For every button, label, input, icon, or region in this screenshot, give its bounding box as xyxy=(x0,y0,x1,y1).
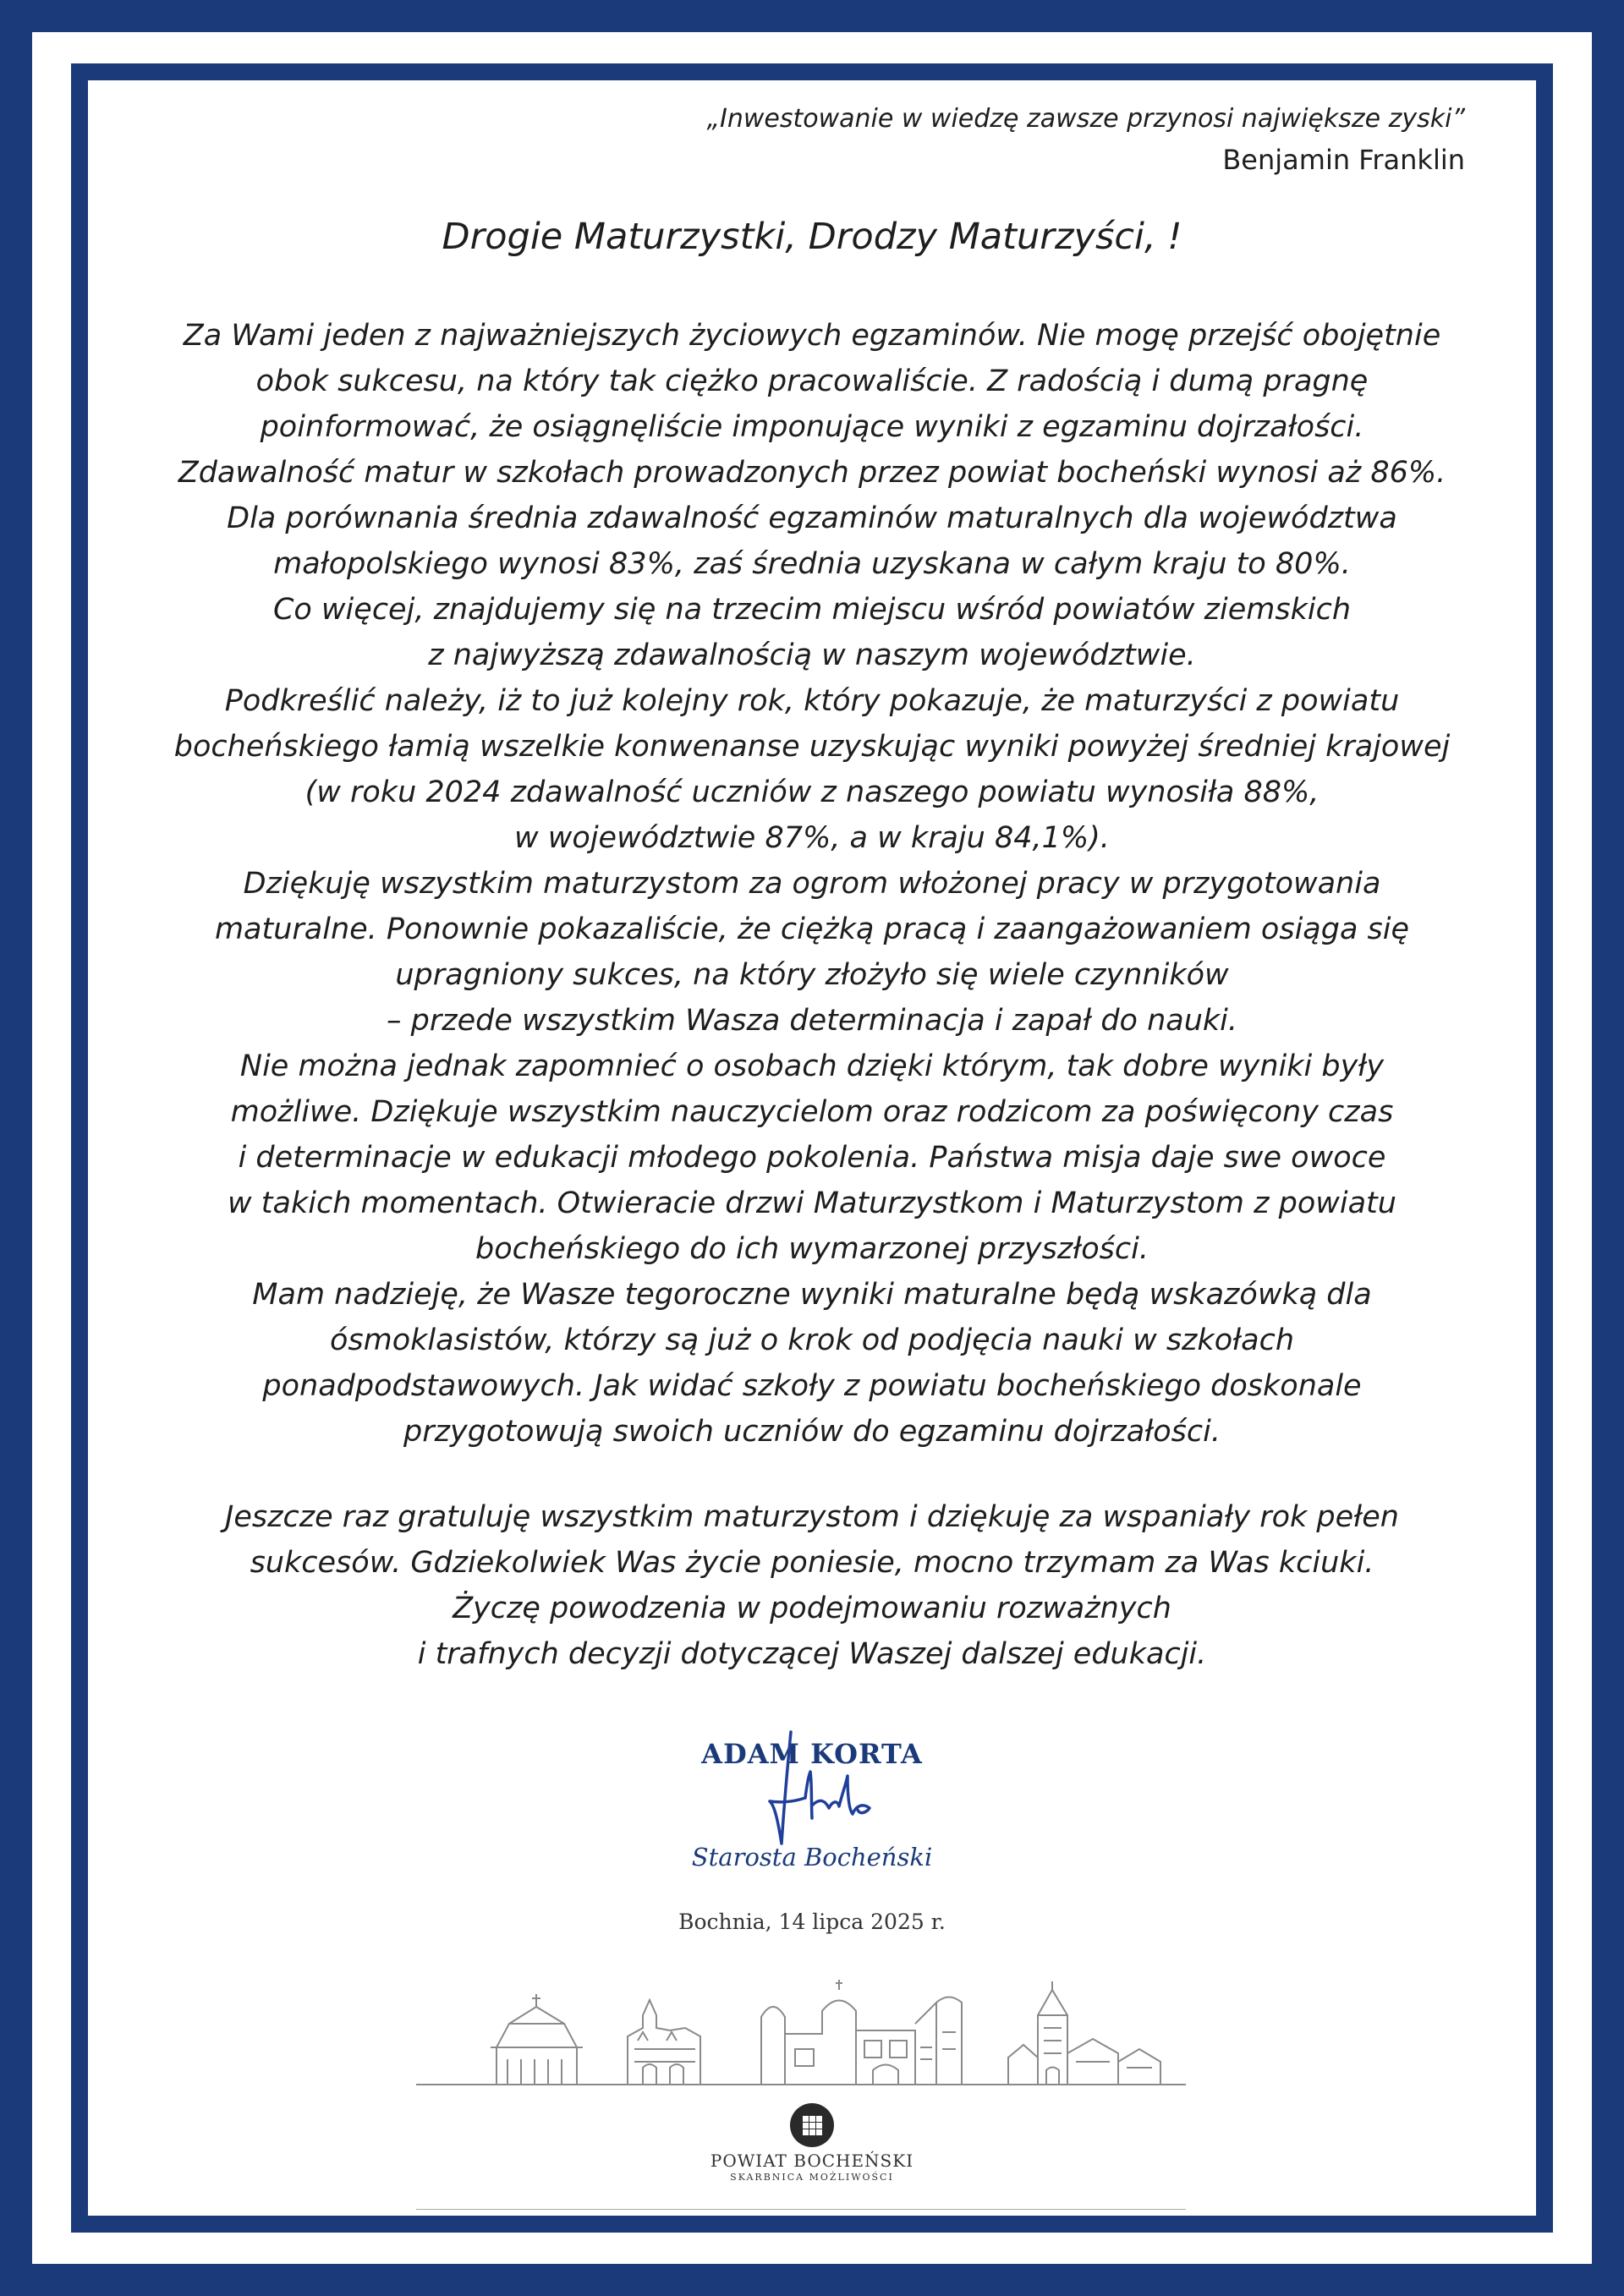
body-line: Nie można jednak zapomnieć o osobach dzięki którym, tak dobre wyniki były xyxy=(239,1049,1385,1083)
logo-subtitle: SKARBNICA MOŻLIWOŚCI xyxy=(730,2172,894,2183)
body-line: bocheńskiego do ich wymarzonej przyszłości. xyxy=(475,1232,1149,1266)
closing-line: i trafnych decyzji dotyczącej Waszej dalszej edukacji. xyxy=(417,1637,1207,1671)
body-line: w takich momentach. Otwieracie drzwi Maturzystkom i Maturzystom z powiatu xyxy=(228,1186,1396,1220)
closing-line: sukcesów. Gdziekolwiek Was życie poniesie, mocno trzymam za Was kciuki. xyxy=(250,1546,1374,1580)
body-line: przygotowują swoich uczniów do egzaminu dojrzałości. xyxy=(403,1415,1221,1449)
body-line: bocheńskiego łamią wszelkie konwenanse uzyskując wyniki powyżej średniej krajowej xyxy=(173,730,1451,764)
letter-body xyxy=(88,313,1536,1455)
body-line: Zdawalność matur w szkołach prowadzonych przez powiat bocheński wynosi aż 86%. xyxy=(178,456,1446,490)
handwritten-signature xyxy=(744,1725,880,1852)
body-line: ponadpodstawowych. Jak widać szkoły z powiatu bocheńskiego doskonale xyxy=(262,1369,1362,1403)
letter-date: Bochnia, 14 lipca 2025 r. xyxy=(678,1910,946,1934)
body-line: (w roku 2024 zdawalność uczniów z naszego powiatu wynosiła 88%, xyxy=(304,775,1320,809)
body-line: Podkreślić należy, iż to już kolejny rok, który pokazuje, że maturzyści z powiatu xyxy=(224,684,1400,718)
letter-closing xyxy=(88,1494,1536,1677)
body-line: maturalne. Ponownie pokazaliście, że ciężką pracą i zaangażowaniem osiąga się xyxy=(214,912,1410,946)
body-line: obok sukcesu, na który tak ciężko pracowaliście. Z radością i dumą pragnę xyxy=(255,364,1369,398)
body-line: i determinacje w edukacji młodego pokolenia. Państwa misja daje swe owoce xyxy=(238,1141,1386,1175)
body-line: poinformować, że osiągnęliście imponujące wyniki z egzaminu dojrzałości. xyxy=(260,410,1364,444)
body-line: upragniony sukces, na który złożyło się wiele czynników xyxy=(395,958,1229,992)
letter-page xyxy=(88,80,1536,2216)
body-line: Za Wami jeden z najważniejszych życiowych egzaminów. Nie mogę przejść obojętnie xyxy=(183,319,1441,353)
body-line: Dla porównania średnia zdawalność egzaminów maturalnych dla województwa xyxy=(227,501,1397,535)
body-line: możliwe. Dziękuje wszystkim nauczycielom oraz rodzicom za poświęcony czas xyxy=(230,1095,1394,1129)
body-line: z najwyższą zdawalnością w naszym województwie. xyxy=(428,638,1196,672)
body-line: – przede wszystkim Wasza determinacja i zapał do nauki. xyxy=(386,1004,1238,1038)
logo-title: POWIAT BOCHEŃSKI xyxy=(710,2151,914,2171)
epigraph xyxy=(706,99,1465,180)
signatory-name: ADAM KORTA xyxy=(701,1738,923,1770)
body-line: małopolskiego wynosi 83%, zaś średnia uzyskana w całym kraju to 80%. xyxy=(273,547,1351,581)
powiat-emblem-icon xyxy=(787,2100,837,2151)
body-line: w województwie 87%, a w kraju 84,1%). xyxy=(514,821,1110,855)
letter-greeting: Drogie Maturzystki, Drodzy Maturzyści, ! xyxy=(442,216,1182,258)
closing-line: Życzę powodzenia w podejmowaniu rozważnych xyxy=(453,1592,1171,1625)
body-line: Co więcej, znajdujemy się na trzecim miejscu wśród powiatów ziemskich xyxy=(272,593,1352,627)
signatory-title: Starosta Bocheński xyxy=(691,1843,933,1871)
body-line: Mam nadzieję, że Wasze tegoroczne wyniki maturalne będą wskazówką dla xyxy=(252,1278,1372,1312)
epigraph-author: Benjamin Franklin xyxy=(1222,144,1465,176)
body-line: Dziękuję wszystkim maturzystom za ogrom włożonej pracy w przygotowania xyxy=(243,867,1381,901)
epigraph-quote: „Inwestowanie w wiedzę zawsze przynosi największe zyski” xyxy=(706,104,1465,134)
closing-line: Jeszcze raz gratuluję wszystkim maturzystom i dziękuję za wspaniały rok pełen xyxy=(225,1500,1399,1534)
body-line: ósmoklasistów, którzy są już o krok od podjęcia nauki w szkołach xyxy=(329,1323,1295,1357)
